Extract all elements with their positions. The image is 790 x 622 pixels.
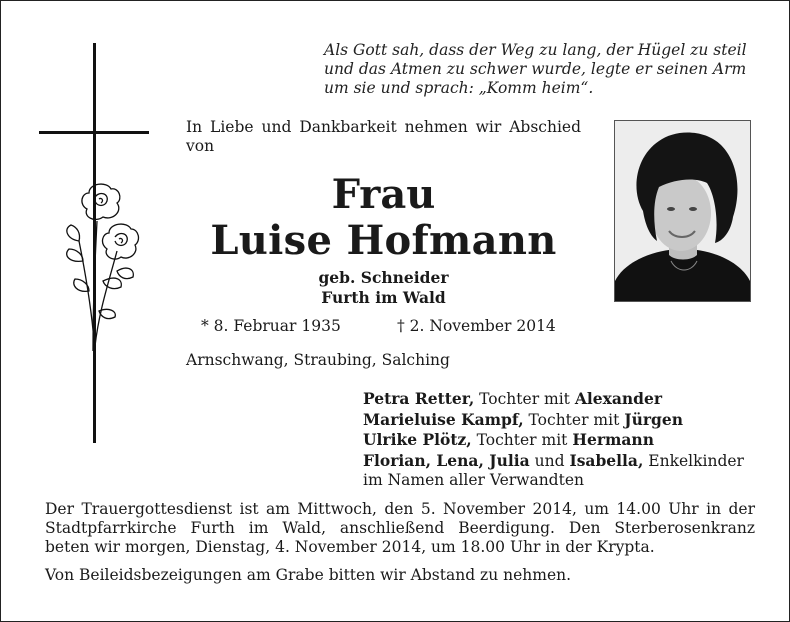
- mourners-footer: im Namen aller Verwandten: [363, 471, 584, 489]
- salutation: Frau: [331, 171, 436, 218]
- bible-quote: [324, 41, 754, 98]
- mourner-line: Florian, Lena, Julia und Isabella, Enkelkinder: [363, 450, 744, 470]
- closing-note: Von Beileidsbezeigungen am Grabe bitten wir Abstand zu nehmen.: [45, 566, 572, 584]
- places: Arnschwang, Straubing, Salching: [186, 351, 450, 369]
- birth-date: * 8. Februar 1935: [201, 317, 341, 335]
- service-line: Der Trauergottesdienst ist am Mittwoch, den 5. November 2014, um 14.00 Uhr in der: [45, 500, 755, 518]
- portrait-photo: [614, 120, 751, 302]
- deceased-name: Luise Hofmann: [210, 217, 557, 264]
- mourner-line: Ulrike Plötz, Tochter mit Hermann: [363, 430, 654, 449]
- roses-icon: [59, 181, 149, 356]
- service-info: [45, 500, 755, 557]
- quote-line: um sie und sprach: „Komm heim“.: [324, 79, 594, 97]
- mourner-line: Marieluise Kampf, Tochter mit Jürgen: [363, 409, 683, 429]
- mourners-list: [363, 389, 783, 491]
- quote-line: Als Gott sah, dass der Weg zu lang, der Hügel zu steil: [324, 41, 747, 59]
- hometown: Furth im Wald: [321, 288, 446, 307]
- death-date: † 2. November 2014: [397, 317, 556, 335]
- service-line: Stadtpfarrkirche Furth im Wald, anschließend Beerdigung. Den Sterberosenkranz: [45, 519, 755, 537]
- service-line: beten wir morgen, Dienstag, 4. November 2014, um 18.00 Uhr in der Krypta.: [45, 538, 655, 556]
- mourner-line: Petra Retter, Tochter mit Alexander: [363, 389, 663, 408]
- intro-text: In Liebe und Dankbarkeit nehmen wir Abschied von: [186, 118, 581, 155]
- quote-line: und das Atmen zu schwer wurde, legte er seinen Arm: [324, 60, 747, 78]
- maiden-name: geb. Schneider: [318, 268, 449, 287]
